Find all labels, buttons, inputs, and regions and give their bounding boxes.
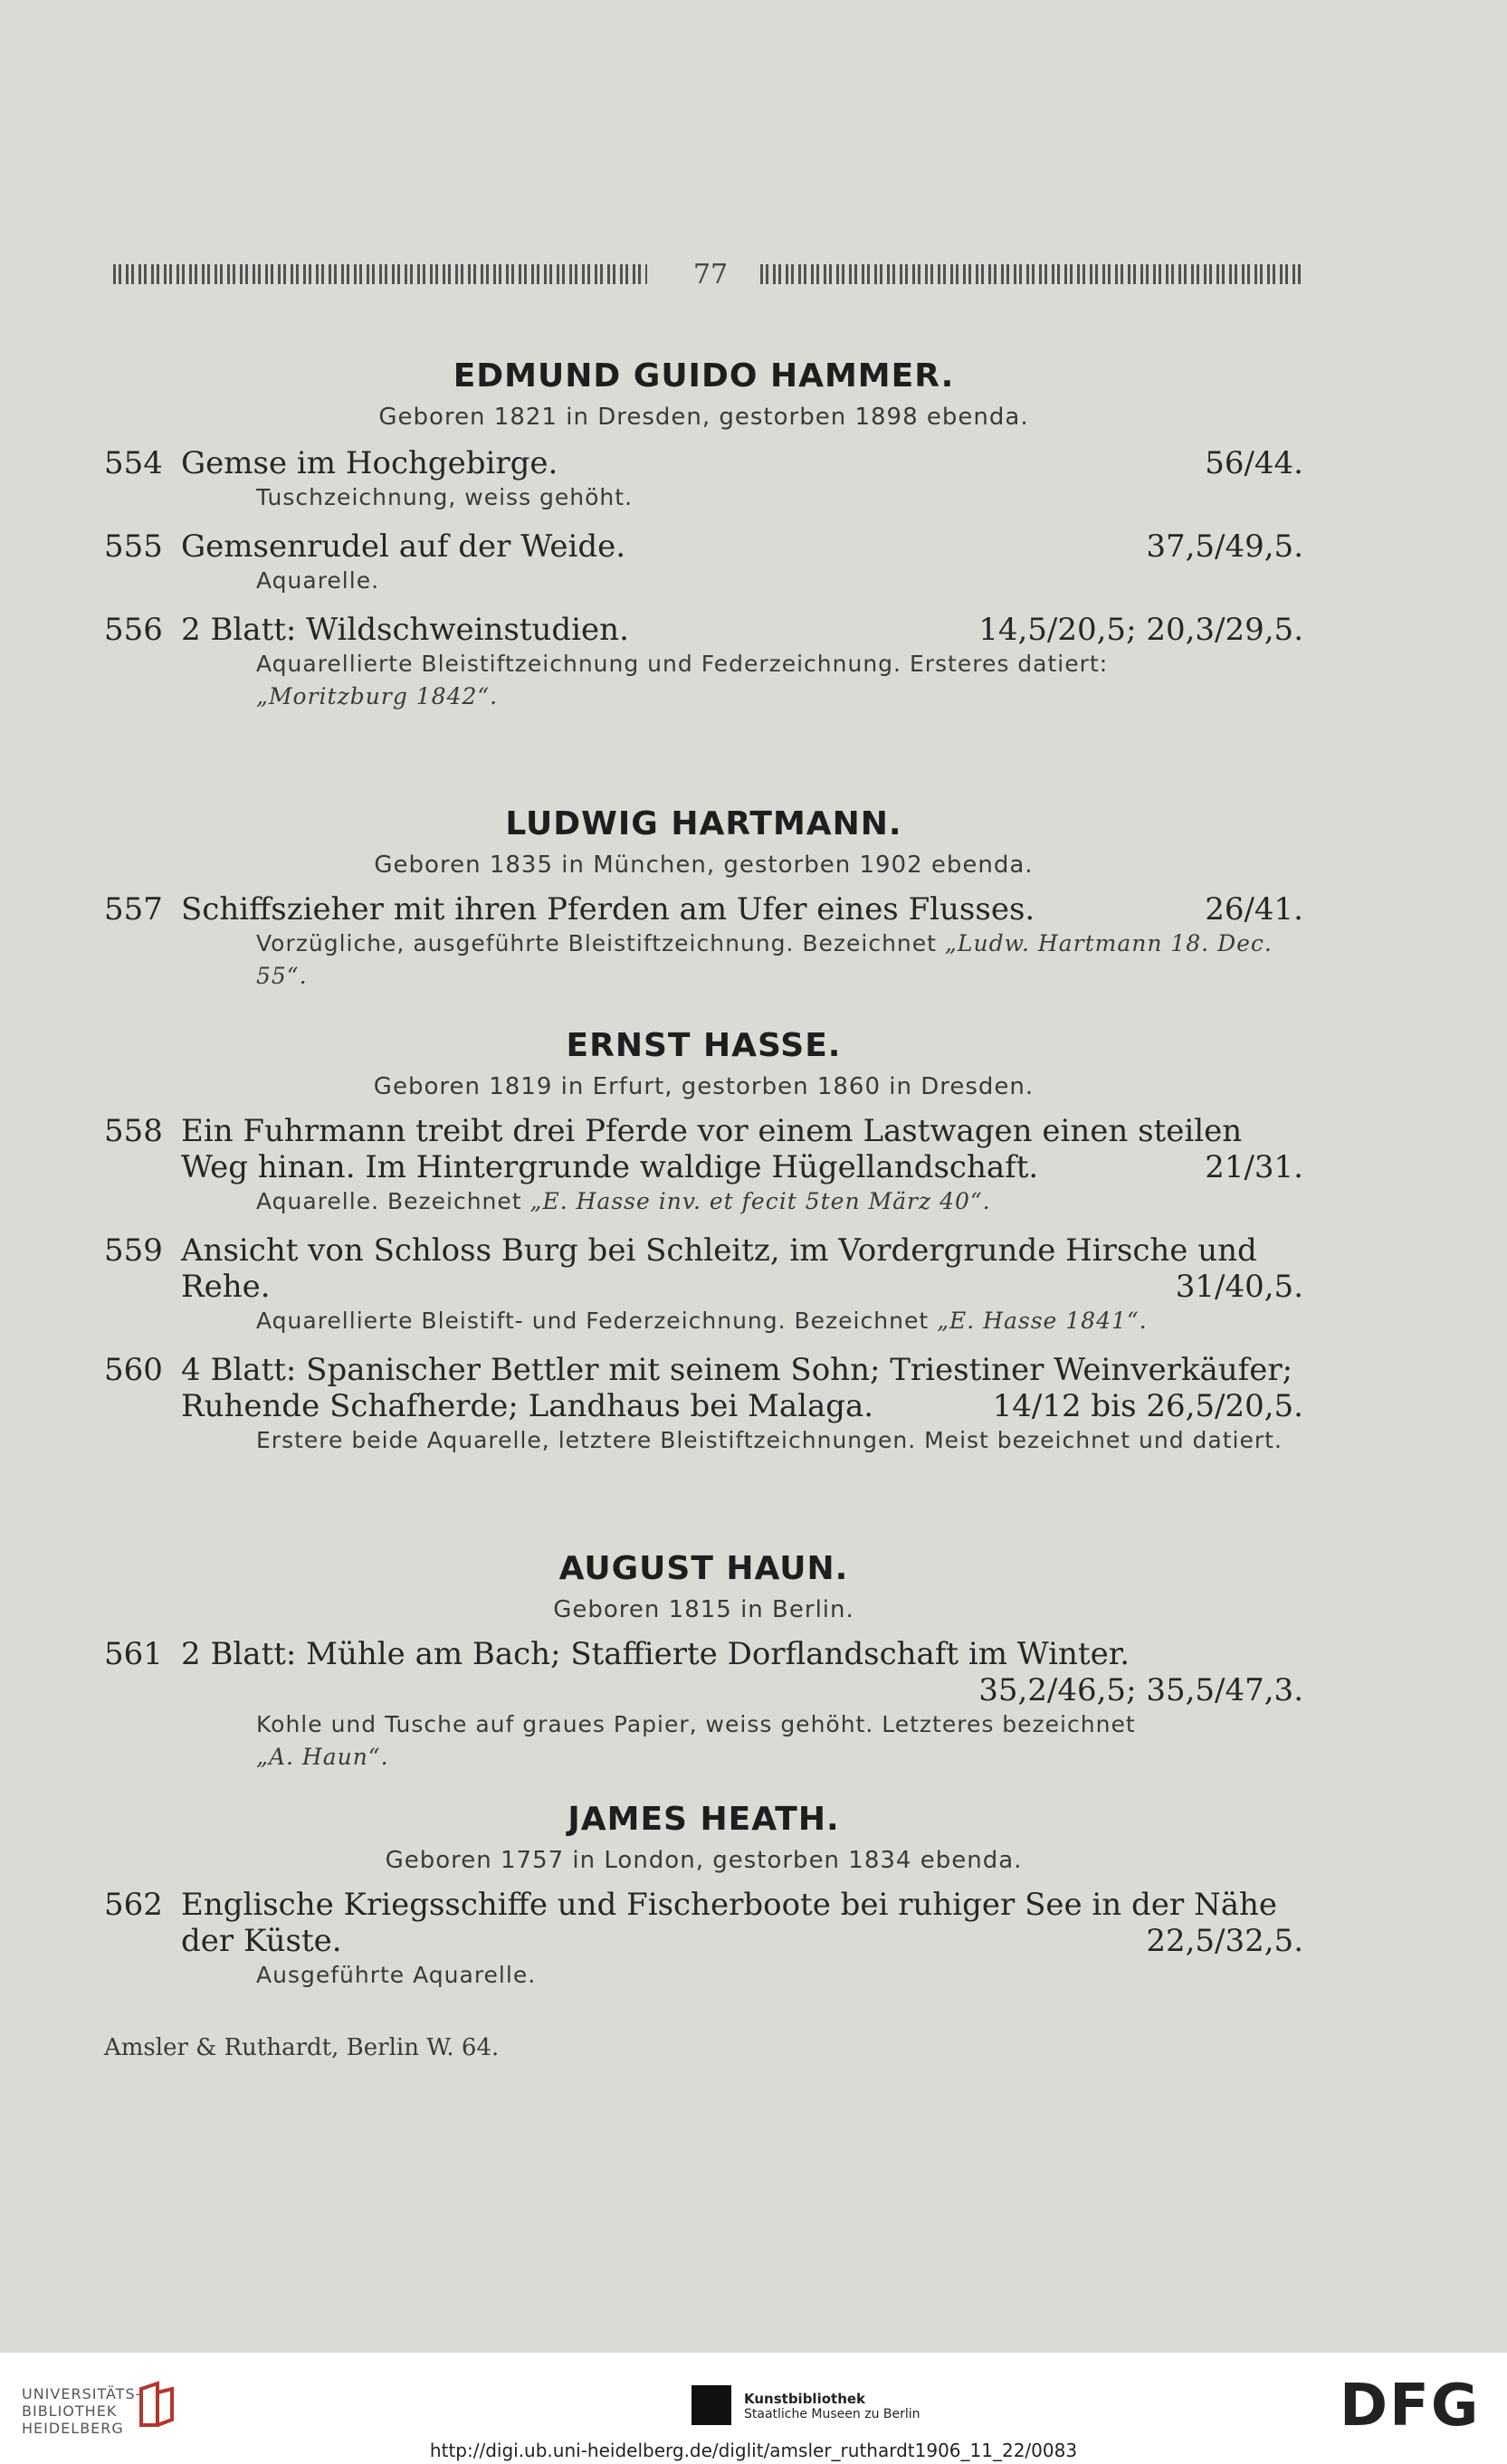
entry-number: 557 (104, 891, 163, 928)
section-hammer (104, 357, 1303, 713)
entry-number: 560 (104, 1352, 163, 1388)
entry-dimensions: 31/40,5. (1175, 1269, 1303, 1305)
artist-name: ERNST HASSE. (566, 1027, 842, 1064)
entry-number: 556 (104, 612, 163, 648)
source-url[interactable]: http://digi.ub.uni-heidelberg.de/diglit/amsler_ruthardt1906_11_22/0083 (429, 2440, 1078, 2461)
entry-title: Schiffszieher mit ihren Pferden am Ufer eines Flusses. (181, 891, 1035, 928)
entry-title: 4 Blatt: Spanischer Bettler mit seinem Sohn; Triestiner Weinverkäufer; Ruhende Schafherde; Landhaus bei Malaga. (181, 1352, 1293, 1424)
entry-note-signature: „A. Haun“. (256, 1744, 389, 1770)
page-header (113, 259, 1303, 295)
entry-number: 554 (104, 445, 163, 481)
entry-dimensions: 37,5/49,5. (1146, 528, 1303, 565)
entry-title: Ansicht von Schloss Burg bei Schleitz, im Vordergrunde Hirsche und Rehe. (181, 1232, 1257, 1305)
entry-dimensions: 56/44. (1205, 445, 1303, 481)
entry-note: Tuschzeichnung, weiss gehöht. (256, 484, 634, 510)
entry-note: Erstere beide Aquarelle, letztere Bleistiftzeichnungen. Meist bezeichnet und datiert. (256, 1427, 1283, 1453)
entry-dimensions: 35,2/46,5; 35,5/47,3. (978, 1672, 1303, 1708)
section-hasse (104, 1027, 1303, 1457)
artist-bio: Geboren 1821 in Dresden, gestorben 1898 ebenda. (378, 404, 1029, 431)
viewer-footer (0, 2353, 1507, 2464)
entry-note: Aquarelle. Bezeichnet „E. Hasse inv. et fecit 5ten März 40“. (256, 1188, 991, 1214)
entry-number: 561 (104, 1636, 163, 1672)
entry-note: Aquarellierte Bleistift- und Federzeichnung. Bezeichnet „E. Hasse 1841“. (256, 1308, 1148, 1334)
catalog-entry (104, 1636, 1303, 1708)
entry-dimensions: 26/41. (1205, 891, 1303, 928)
catalog-entry (104, 612, 1303, 648)
entry-title: 2 Blatt: Mühle am Bach; Staffierte Dorflandschaft im Winter. (181, 1636, 1130, 1672)
entry-note-signature: „E. Hasse inv. et fecit 5ten März 40“. (529, 1188, 991, 1214)
catalog-entry (104, 1887, 1303, 1959)
kunstbibliothek-label[interactable]: Kunstbibliothek Staatliche Museen zu Berlin (744, 2391, 920, 2421)
entry-dimensions: 22,5/32,5. (1146, 1923, 1303, 1959)
publisher-imprint: Amsler & Ruthardt, Berlin W. 64. (104, 2034, 500, 2061)
dfg-logo[interactable]: DFG (1340, 2373, 1481, 2440)
catalog-entry (104, 528, 1303, 565)
section-hartmann (104, 805, 1303, 993)
catalog-entry (104, 891, 1303, 928)
entry-note: Aquarellierte Bleistiftzeichnung und Federzeichnung. Ersteres datiert: „Moritzburg 1842“. (256, 651, 1109, 709)
entry-dimensions: 14/12 bis 26,5/20,5. (992, 1388, 1303, 1424)
kunstbibliothek-icon (692, 2385, 731, 2425)
catalog-entry (104, 445, 1303, 481)
artist-bio: Geboren 1819 in Erfurt, gestorben 1860 in Dresden. (373, 1073, 1035, 1100)
ub-heidelberg-logo[interactable]: UNIVERSITÄTS- BIBLIOTHEK HEIDELBERG (22, 2385, 142, 2437)
ornament-left (113, 264, 647, 284)
ornament-right (760, 264, 1303, 284)
catalog-entry (104, 1232, 1303, 1305)
entry-number: 562 (104, 1887, 163, 1923)
entry-note: Kohle und Tusche auf graues Papier, weiss gehöht. Letzteres bezeichnet „A. Haun“. (256, 1711, 1136, 1770)
artist-bio: Geboren 1835 in München, gestorben 1902 ebenda. (374, 851, 1034, 879)
entry-note: Aquarelle. (256, 567, 380, 594)
entry-title: Gemse im Hochgebirge. (181, 445, 558, 481)
entry-note: Ausgeführte Aquarelle. (256, 1962, 537, 1988)
artist-name: LUDWIG HARTMANN. (505, 805, 902, 842)
catalog-entry (104, 1352, 1303, 1424)
entry-note-signature: „E. Hasse 1841“. (937, 1308, 1148, 1334)
entry-title: Englische Kriegsschiffe und Fischerboote bei ruhiger See in der Nähe der Küste. (181, 1887, 1277, 1959)
entry-title: 2 Blatt: Wildschweinstudien. (181, 612, 629, 648)
ub-emblem-icon (136, 2380, 177, 2431)
entry-dimensions: 14,5/20,5; 20,3/29,5. (978, 612, 1303, 648)
entry-title: Ein Fuhrmann treibt drei Pferde vor einem Lastwagen einen steilen Weg hinan. Im Hintergrunde waldige Hügellandschaft. (181, 1113, 1243, 1185)
entry-number: 555 (104, 528, 163, 565)
entry-title: Gemsenrudel auf der Weide. (181, 528, 626, 565)
artist-name: EDMUND GUIDO HAMMER. (453, 357, 955, 395)
artist-name: AUGUST HAUN. (558, 1550, 849, 1587)
artist-bio: Geboren 1757 in London, gestorben 1834 ebenda. (385, 1847, 1023, 1874)
entry-number: 559 (104, 1232, 163, 1269)
entry-note: Vorzügliche, ausgeführte Bleistiftzeichnung. Bezeichnet „Ludw. Hartmann 18. Dec. 55“. (256, 930, 1273, 989)
section-haun (104, 1550, 1303, 1774)
artist-bio: Geboren 1815 in Berlin. (553, 1596, 854, 1623)
section-heath (104, 1801, 1303, 1992)
entry-note-signature: „Ludw. Hartmann 18. Dec. 55“. (256, 930, 1273, 989)
entry-number: 558 (104, 1113, 163, 1149)
entry-note-signature: „Moritzburg 1842“. (256, 683, 499, 709)
catalog-entry (104, 1113, 1303, 1185)
entry-dimensions: 21/31. (1205, 1149, 1303, 1185)
page-number: 77 (692, 259, 729, 290)
artist-name: JAMES HEATH. (568, 1801, 840, 1838)
